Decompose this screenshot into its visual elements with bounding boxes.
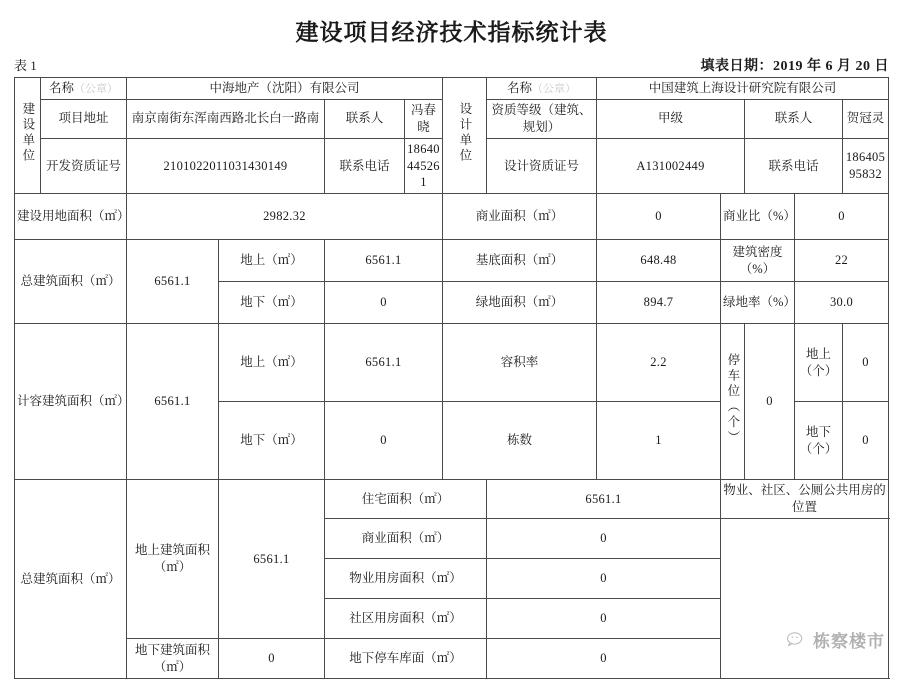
land-area-value: 2982.32 [126, 194, 442, 240]
parking-above-label: 地上（个） [794, 324, 842, 402]
builder-phone-label: 联系电话 [324, 138, 404, 194]
builder-phone-value: 18640445261 [404, 138, 442, 194]
above-ground-label: 地上（㎡） [218, 240, 324, 282]
breakdown-total-label: 总建筑面积（㎡） [14, 480, 126, 679]
parking-above-value: 0 [842, 324, 888, 402]
breakdown-above-label: 地上建筑面积（㎡） [126, 480, 218, 639]
above-ground-value: 6561.1 [324, 240, 442, 282]
breakdown-below-label: 地下建筑面积（㎡） [126, 639, 218, 679]
builder-license-value: 2101022011031430149 [126, 138, 324, 194]
far-above-value: 6561.1 [324, 324, 442, 402]
building-count-label: 栋数 [442, 402, 596, 480]
parking-value: 0 [744, 324, 794, 480]
table-row-breakdown-residential [14, 480, 888, 519]
subheader [0, 53, 903, 77]
designer-vertical-label: 设计单位 [442, 78, 486, 194]
table-row-land-area [14, 194, 888, 240]
breakdown-row-label-3: 社区用房面积（㎡） [324, 599, 486, 639]
designer-contact-value: 贺冠灵 [842, 99, 888, 138]
builder-address-label: 项目地址 [40, 99, 126, 138]
land-area-label: 建设用地面积（㎡） [14, 194, 126, 240]
builder-name-label: 名称（公章） [40, 78, 126, 100]
table-row-far-above [14, 324, 888, 402]
parking-label: 停车位（个） [720, 324, 744, 480]
base-area-label: 基底面积（㎡） [442, 240, 596, 282]
builder-seal-note: （公章） [73, 83, 118, 95]
builder-vertical-label: 建设单位 [14, 78, 40, 194]
table-number: 表 1 [14, 58, 37, 73]
breakdown-below-value: 0 [218, 639, 324, 679]
designer-name-value: 中国建筑上海设计研究院有限公司 [596, 78, 888, 100]
public-housing-header: 物业、社区、公厕公共用房的位置 [720, 480, 888, 519]
breakdown-above-value: 6561.1 [218, 480, 324, 639]
designer-phone-label: 联系电话 [744, 138, 842, 194]
breakdown-row-value-1: 0 [486, 519, 720, 559]
far-area-value: 6561.1 [126, 324, 218, 480]
watermark-text: 栋察楼市 [813, 632, 885, 651]
commercial-ratio-value: 0 [794, 194, 888, 240]
breakdown-row-value-0: 6561.1 [486, 480, 720, 519]
table-row-total-above [14, 240, 888, 282]
builder-name-value: 中海地产（沈阳）有限公司 [126, 78, 442, 100]
total-floor-area-label: 总建筑面积（㎡） [14, 240, 126, 324]
commercial-area-label: 商业面积（㎡） [442, 194, 596, 240]
designer-phone-value: 18640595832 [842, 138, 888, 194]
page-title: 建设项目经济技术指标统计表 [295, 20, 608, 45]
building-density-value: 22 [794, 240, 888, 282]
commercial-area-value: 0 [596, 194, 720, 240]
breakdown-row-label-0: 住宅面积（㎡） [324, 480, 486, 519]
breakdown-basement-label: 地下停车库面（㎡） [324, 639, 486, 679]
building-count-value: 1 [596, 402, 720, 480]
fill-date: 填表日期：2019 年 6 月 20 日 [700, 59, 889, 74]
plot-ratio-label: 容积率 [442, 324, 596, 402]
builder-contact-value: 冯春晓 [404, 99, 442, 138]
far-below-value: 0 [324, 402, 442, 480]
builder-address-value: 南京南街东浑南西路北长白一路南 [126, 99, 324, 138]
designer-license-label: 设计资质证号 [486, 138, 596, 194]
commercial-ratio-label: 商业比（%） [720, 194, 794, 240]
breakdown-row-value-3: 0 [486, 599, 720, 639]
below-ground-label: 地下（㎡） [218, 282, 324, 324]
table-row-name [14, 78, 888, 100]
below-ground-value: 0 [324, 282, 442, 324]
breakdown-row-value-2: 0 [486, 559, 720, 599]
builder-license-label: 开发资质证号 [40, 138, 126, 194]
building-density-label: 建筑密度（%） [720, 240, 794, 282]
base-area-value: 648.48 [596, 240, 720, 282]
breakdown-basement-value: 0 [486, 639, 720, 679]
green-rate-value: 30.0 [794, 282, 888, 324]
far-above-label: 地上（㎡） [218, 324, 324, 402]
parking-below-value: 0 [842, 402, 888, 480]
builder-contact-label: 联系人 [324, 99, 404, 138]
green-rate-label: 绿地率（%） [720, 282, 794, 324]
designer-name-label: 名称（公章） [486, 78, 596, 100]
plot-ratio-value: 2.2 [596, 324, 720, 402]
breakdown-row-label-1: 商业面积（㎡） [324, 519, 486, 559]
designer-contact-label: 联系人 [744, 99, 842, 138]
green-area-value: 894.7 [596, 282, 720, 324]
designer-grade-value: 甲级 [596, 99, 744, 138]
far-below-label: 地下（㎡） [218, 402, 324, 480]
designer-grade-label: 资质等级（建筑、规划） [486, 99, 596, 138]
designer-license-value: A131002449 [596, 138, 744, 194]
total-floor-area-value: 6561.1 [126, 240, 218, 324]
green-area-label: 绿地面积（㎡） [442, 282, 596, 324]
parking-below-label: 地下（个） [794, 402, 842, 480]
breakdown-row-label-2: 物业用房面积（㎡） [324, 559, 486, 599]
designer-seal-note: （公章） [531, 83, 576, 95]
far-area-label: 计容建筑面积（㎡） [14, 324, 126, 480]
indicator-table [14, 77, 889, 679]
public-housing-value [720, 519, 888, 679]
